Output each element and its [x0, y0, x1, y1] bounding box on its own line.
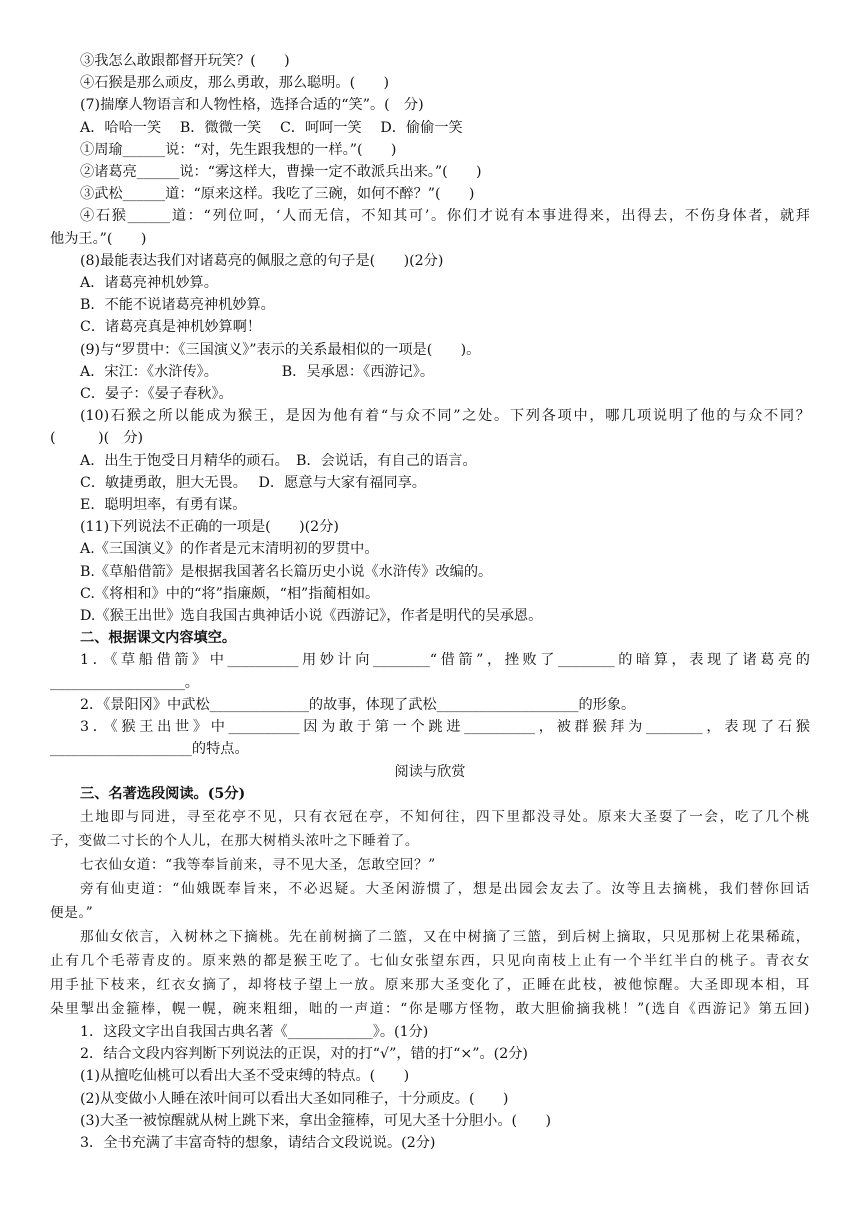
- option-line: C．诸葛亮真是神机妙算啊！: [80, 319, 262, 336]
- option-line: C．晏子：《晏子春秋》。: [80, 386, 233, 403]
- option-line: E．聪明坦率，有勇有谋。: [80, 497, 247, 514]
- option-line: A．哈哈一笑 B．微微一笑 C．呵呵一笑 D．偷偷一笑: [80, 119, 463, 136]
- fill-blank-line: ___________________。: [50, 674, 199, 691]
- passage-line: 止有几个毛蒂青皮的。原来熟的都是猴王吃了。七仙女张望东西，只见向南枝上止有一个半红半白的桃子。青衣女: [50, 952, 810, 969]
- question-line: (9)与“罗贯中：《三国演义》”表示的关系最相似的一项是( )。: [80, 341, 481, 358]
- part-title: 阅读与欣赏: [394, 763, 466, 780]
- question-line: 1．这段文字出自我国古典名著《____________》。(1分): [80, 1023, 429, 1040]
- passage-line: 那仙女依言，入树林之下摘桃。先在前树摘了二篮，又在中树摘了三篮，到后树上摘取，只见那树上花果稀疏，: [80, 928, 810, 945]
- question-line: (8)最能表达我们对诸葛亮的佩服之意的句子是( )(2分): [80, 252, 444, 269]
- question-line: ③我怎么敢跟都督开玩笑？( ): [80, 53, 290, 69]
- question-line: ①周瑜______说：“对，先生跟我想的一样。”( ): [80, 141, 397, 158]
- passage-line: 用手扯下枝来，红衣女摘了，却将枝子望上一放。原来那大圣变化了，正睡在此枝，被他惊醒。大圣即现本相，耳: [50, 976, 810, 993]
- section-heading: 三、名著选段阅读。(5分): [80, 785, 246, 802]
- option-line: A．宋江：《水浒传》。 B．吴承恩：《西游记》。: [80, 363, 435, 380]
- fill-blank-line: 1．《草船借箭》中__________用妙计向________“借箭”，挫败了________的暗算，表现了诸葛亮的: [80, 652, 810, 669]
- fill-blank-line: 2．《景阳冈》中武松______________的故事，体现了武松____________________的形象。: [80, 696, 636, 713]
- question-line: 3．全书充满了丰富奇特的想象，请结合文段说说。(2分): [80, 1134, 436, 1151]
- option-line: D.《猴王出世》选自我国古典神话小说《西游记》，作者是明代的吴承恩。: [80, 608, 543, 625]
- fill-blank-line: ____________________的特点。: [50, 741, 249, 758]
- passage-line: 土地即与同进，寻至花亭不见，只有衣冠在亭，不知何往，四下里都没寻处。原来大圣耍了一会，吃了几个桃: [80, 808, 810, 825]
- question-line: (1)从擅吃仙桃可以看出大圣不受束缚的特点。( ): [80, 1068, 410, 1085]
- fill-blank-line: 3．《猴王出世》中__________因为敢于第一个跳进__________，被群猴拜为________，表现了石猴: [80, 719, 810, 736]
- question-line: (11)下列说法不正确的一项是( )(2分): [80, 519, 339, 536]
- passage-line: 便是。”: [50, 904, 94, 921]
- question-line: (10)石猴之所以能成为猴王，是因为他有着“与众不同”之处。下列各项中，哪几项说明了他的与众不同？: [80, 408, 810, 425]
- passage-line: 朵里掣出金箍棒，幌一幌，碗来粗细，咄的一声道：“你是哪方怪物，敢大胆偷摘我桃！”(选自《西游记》第五回): [50, 1000, 810, 1017]
- question-line: (2)从变做小人睡在浓叶间可以看出大圣如同稚子，十分顽皮。( ): [80, 1090, 509, 1107]
- option-line: B．不能不说诸葛亮神机妙算。: [80, 297, 275, 314]
- option-line: A．出生于饱受日月精华的顽石。 B．会说话，有自己的语言。: [80, 452, 477, 469]
- question-line: ( )( 分): [50, 430, 144, 447]
- question-line: 他为王。”( ): [50, 230, 147, 247]
- question-line: 2．结合文段内容判断下列说法的正误，对的打“√”，错的打“×”。(2分): [80, 1046, 528, 1063]
- question-line: (3)大圣一被惊醒就从树上跳下来，拿出金箍棒，可见大圣十分胆小。( ): [80, 1112, 551, 1129]
- option-line: A．诸葛亮神机妙算。: [80, 275, 218, 292]
- option-line: C.《将相和》中的“将”指廉颇，“相”指蔺相如。: [80, 585, 380, 602]
- passage-line: 旁有仙吏道：“仙娥既奉旨来，不必迟疑。大圣闲游惯了，想是出园会友去了。汝等且去摘桃，我们替你回话: [80, 880, 810, 897]
- option-line: A.《三国演义》的作者是元末清明初的罗贯中。: [80, 541, 379, 558]
- option-line: C．敏捷勇敢，胆大无畏。 D．愿意与大家有福同享。: [80, 474, 426, 491]
- worksheet-page: [50, 50, 810, 1154]
- passage-line: 七衣仙女道：“我等奉旨前来，寻不见大圣，怎敢空回？”: [80, 856, 436, 873]
- question-line: ④石猴______道：“列位呵，‘人而无信，不知其可’。你们才说有本事进得来，出得去，不伤身体者，就拜: [80, 208, 810, 225]
- question-line: ④石猴是那么顽皮，那么勇敢，那么聪明。( ): [80, 75, 390, 92]
- section-heading: 二、根据课文内容填空。: [80, 630, 237, 647]
- question-line: ②诸葛亮______说：“雾这样大，曹操一定不敢派兵出来。”( ): [80, 164, 482, 181]
- question-line: ③武松______道：“原来这样。我吃了三碗，如何不醉？”( ): [80, 186, 475, 203]
- option-line: B.《草船借箭》是根据我国著名长篇历史小说《水浒传》改编的。: [80, 563, 493, 580]
- question-line: (7)揣摩人物语言和人物性格，选择合适的“笑”。( 分): [80, 97, 424, 114]
- passage-line: 子，变做二寸长的个人儿，在那大树梢头浓叶之下睡着了。: [50, 832, 420, 849]
